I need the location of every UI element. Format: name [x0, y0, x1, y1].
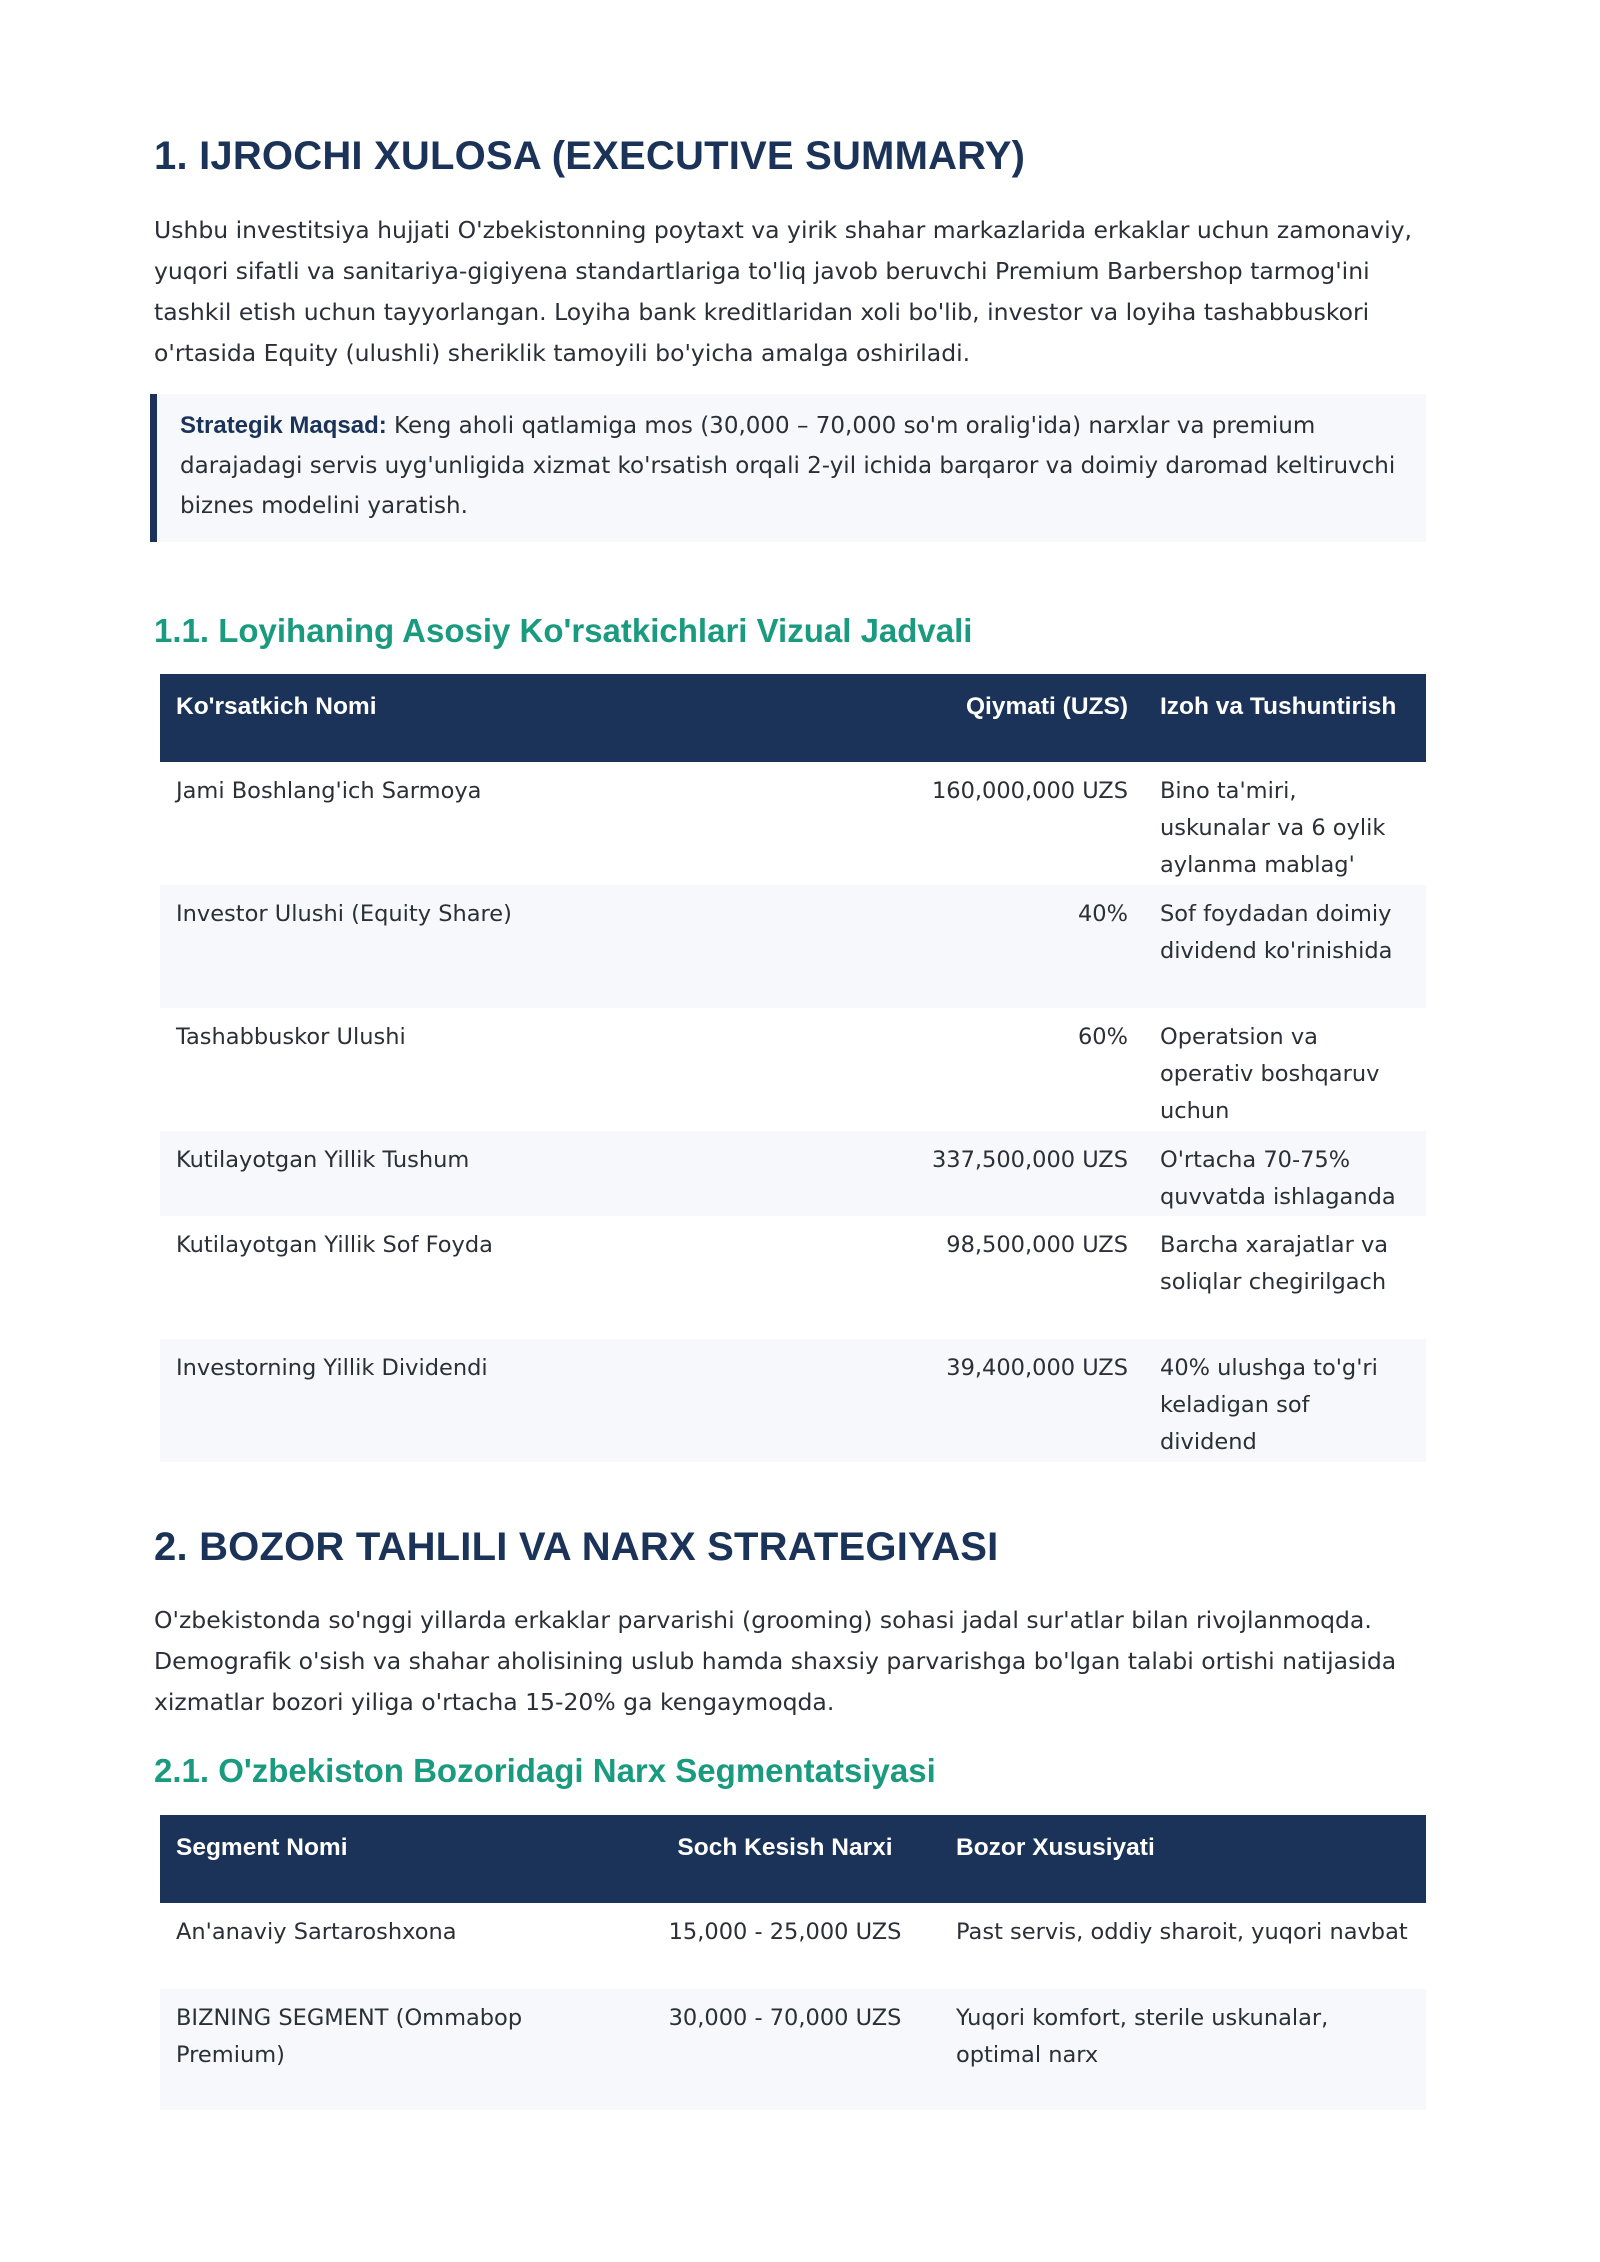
indicator-note-cell: 40% ulushga to'g'ri keladigan sof dividend: [1144, 1339, 1426, 1462]
indicator-name-cell: Kutilayotgan Yillik Tushum: [160, 1131, 760, 1216]
section-2-1-heading: 2.1. O'zbekiston Bozoridagi Narx Segmentatsiyasi: [154, 1752, 936, 1789]
indicator-value-cell: 337,500,000 UZS: [760, 1131, 1144, 1216]
callout-label: Strategik Maqsad:: [180, 412, 387, 439]
column-header-value: Qiymati (UZS): [760, 674, 1144, 762]
table-row: [160, 1989, 1426, 2110]
segment-name-cell: An'anaviy Sartaroshxona: [176, 1919, 457, 1945]
segment-price-cell: 15,000 - 25,000 UZS: [668, 1919, 902, 1945]
table-row: [160, 1903, 1426, 1989]
indicator-note-cell: Operatsion va operativ boshqaruv uchun: [1160, 1024, 1380, 1124]
table-header-row: [160, 1815, 1426, 1903]
segment-name-cell: BIZNING SEGMENT (Ommabop Premium): [160, 1989, 630, 2110]
section-1-1-heading: 1.1. Loyihaning Asosiy Ko'rsatkichlari Vizual Jadvali: [154, 612, 973, 649]
column-header-note: Izoh va Tushuntirish: [1144, 674, 1426, 762]
indicator-note-cell: O'rtacha 70-75% quvvatda ishlaganda: [1144, 1131, 1426, 1216]
section-2-heading: 2. BOZOR TAHLILI VA NARX STRATEGIYASI: [154, 1525, 999, 1569]
segment-feature-cell: Yuqori komfort, sterile uskunalar, optimal narx: [940, 1989, 1426, 2110]
column-header-market-feature: Bozor Xususiyati: [940, 1815, 1426, 1903]
table-row: [160, 1339, 1426, 1462]
indicator-name-cell: Investorning Yillik Dividendi: [160, 1339, 760, 1462]
indicator-name-cell: Kutilayotgan Yillik Sof Foyda: [176, 1232, 493, 1258]
table-row: [160, 1216, 1426, 1339]
segment-feature-cell: Past servis, oddiy sharoit, yuqori navbat: [956, 1919, 1408, 1945]
segment-price-cell: 30,000 - 70,000 UZS: [630, 1989, 940, 2110]
indicator-value-cell: 60%: [1077, 1024, 1128, 1050]
table-row: [160, 762, 1426, 885]
callout-text: Keng aholi qatlamiga mos (30,000 – 70,000 so'm oralig'ida) narxlar va premium darajadagi servis uyg'unligida xizmat ko'rsatish orqali 2-yil ichida barqaror va doimiy daromad keltiruvchi biznes modelini yaratish.: [180, 413, 1396, 519]
indicator-note-cell: Sof foydadan doimiy dividend ko'rinishida: [1144, 885, 1426, 1008]
indicator-name-cell: Jami Boshlang'ich Sarmoya: [176, 778, 482, 804]
indicator-note-cell: Barcha xarajatlar va soliqlar chegirilgach: [1160, 1232, 1389, 1295]
indicator-note-cell: Bino ta'miri, uskunalar va 6 oylik aylanma mablag': [1160, 778, 1386, 878]
column-header-haircut-price: Soch Kesish Narxi: [630, 1815, 940, 1903]
indicator-value-cell: 39,400,000 UZS: [760, 1339, 1144, 1462]
strategic-goal-callout: [150, 394, 1426, 542]
section-1-paragraph: Ushbu investitsiya hujjati O'zbekistonning poytaxt va yirik shahar markazlarida erkaklar uchun zamonaviy, yuqori sifatli va sanitariya-gigiyena standartlariga to'liq javob beruvchi Premium Barbershop tarmog'ini tashkil etish uchun tayyorlangan. Loyiha bank kreditlaridan xoli bo'lib, investor va loyiha tashabbuskori o'rtasida Equity (ulushli) sheriklik tamoyili bo'yicha amalga oshiriladi.: [154, 216, 1412, 367]
table-row: [160, 1131, 1426, 1216]
column-header-indicator-name: Ko'rsatkich Nomi: [160, 674, 760, 762]
column-header-segment-name: Segment Nomi: [160, 1815, 630, 1903]
indicator-value-cell: 40%: [760, 885, 1144, 1008]
indicator-value-cell: 98,500,000 UZS: [946, 1232, 1128, 1258]
indicator-value-cell: 160,000,000 UZS: [931, 778, 1128, 804]
table-row: [160, 885, 1426, 1008]
table-header-row: [160, 674, 1426, 762]
indicator-name-cell: Investor Ulushi (Equity Share): [160, 885, 760, 1008]
section-1-heading: 1. IJROCHI XULOSA (EXECUTIVE SUMMARY): [154, 134, 1026, 178]
table-row: [160, 1008, 1426, 1131]
indicator-name-cell: Tashabbuskor Ulushi: [176, 1024, 406, 1050]
key-indicators-table: [160, 674, 1426, 1462]
section-2-paragraph: O'zbekistonda so'nggi yillarda erkaklar parvarishi (grooming) sohasi jadal sur'atlar bilan rivojlanmoqda. Demografik o'sish va shahar aholisining uslub hamda shaxsiy parvarishga bo'lgan talabi ortishi natijasida xizmatlar bozori yiliga o'rtacha 15-20% ga kengaymoqda.: [154, 1606, 1397, 1716]
price-segmentation-table: [160, 1815, 1426, 2110]
